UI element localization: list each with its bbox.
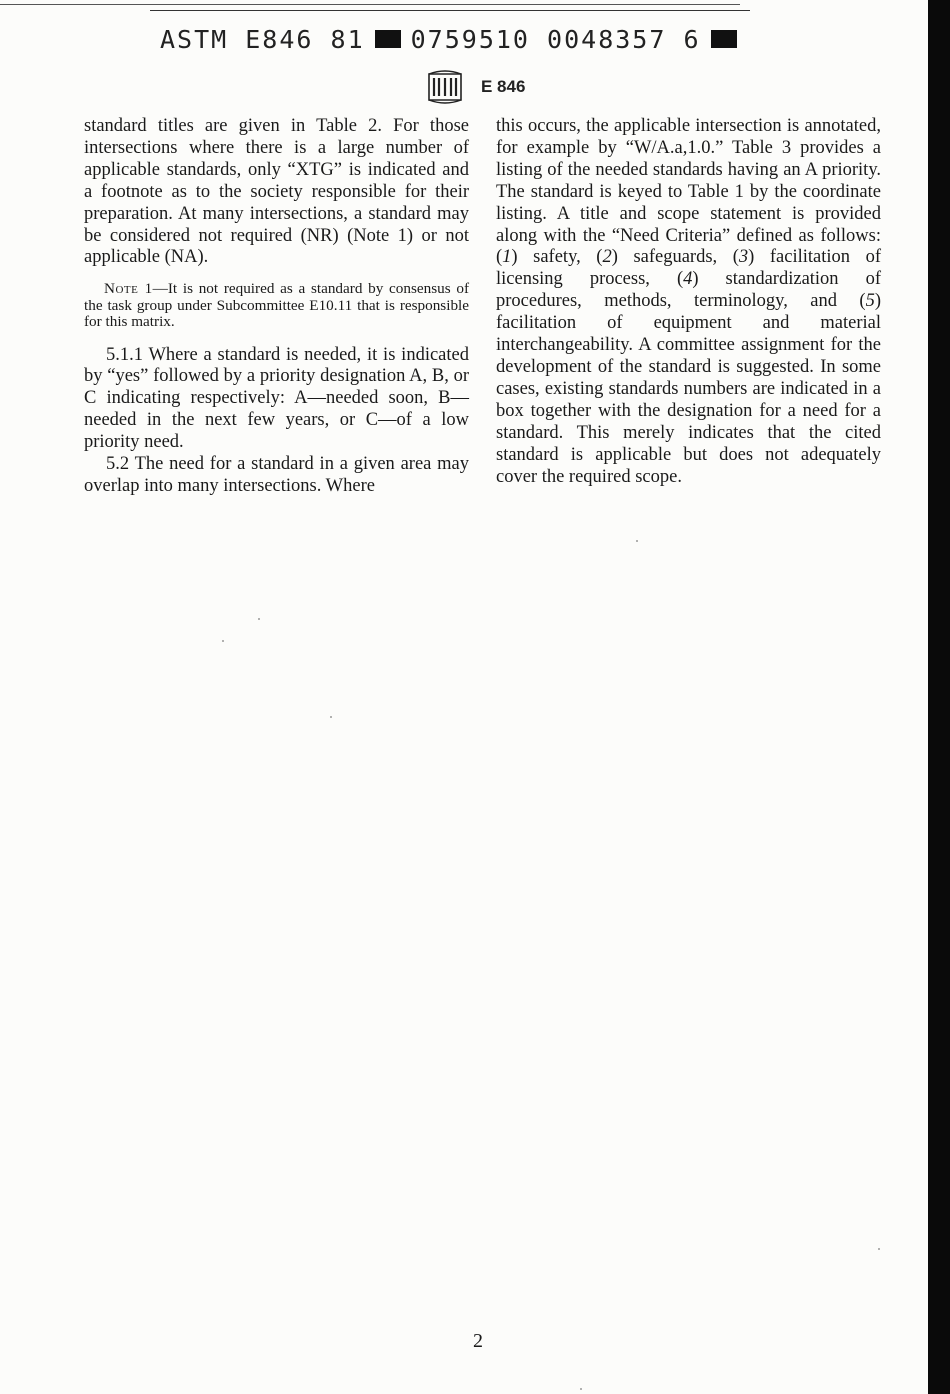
scan-edge-bar [928,0,950,1394]
header-block-mark [375,30,401,48]
note-text: —It is not required as a standard by consensus of the task group under Subcommittee E10.11 that is responsible for this matrix. [84,280,469,331]
scan-speck [330,716,332,718]
header-designation-b: 0759510 0048357 6 [410,24,701,54]
right-column [496,116,881,488]
page-number: 2 [473,1330,483,1352]
right-paragraph-1 [496,116,881,488]
criterion-4: 4 [683,269,693,290]
header-block-mark-end [711,30,737,48]
header-designation-a: ASTM E846 81 [160,24,365,54]
right-text-a: this occurs, the applicable intersection is annotated, for example by “W/A.a,1.0.” Table 3 provides a listing of the needed standards having an A priority. The standard is keyed to Table 1 by the coordinate listing. A title and scope statement is provided along with the “Need Criteria” defined as follows: ( [496,116,881,268]
scan-speck [222,640,224,642]
right-text-b: ) facilitation of equipment and material interchangeability. A committee assignment for the development of the standard is suggested. In some cases, existing standards numbers are indicated in a box together with the designation for a need for a standard. This merely indicates that the cited standard is applicable but does not adequately cover the required scope. [496,291,881,487]
right-text-t4: ) standardization of procedures, methods, terminology, and ( [496,269,881,312]
scan-speck [636,540,638,542]
astm-logo-icon [425,70,465,104]
right-text-t2: ) safeguards, ( [611,247,739,268]
header-rule [150,10,750,11]
left-column [84,116,469,498]
right-text-t1: ) safety, ( [511,247,603,268]
note-label: Note 1 [104,280,153,298]
left-paragraph-1: standard titles are given in Table 2. For those intersections where there is a large number of applicable standards, only “XTG” is indicated and a footnote as to the society responsible for their preparation. At many intersections, a standard may be considered not required (NR) (Note 1) or not applicable (NA). [84,116,469,268]
document-header-code [160,22,740,56]
criterion-3: 3 [738,247,749,268]
criterion-5: 5 [865,291,875,312]
note-1 [84,281,469,330]
standard-designation: E 846 [481,77,526,96]
scan-speck [258,618,260,620]
section-5-1-1: 5.1.1 Where a standard is needed, it is indicated by “yes” followed by a priority designation A, B, or C indicating respectively: A—needed soon, B—needed in the next few years, or C—of a low priority need. [84,344,469,453]
section-5-2: 5.2 The need for a standard in a given area may overlap into many intersections. Where [84,454,469,496]
scan-speck [580,1388,582,1390]
scan-speck [878,1248,880,1250]
top-scan-line [0,4,740,5]
criterion-2: 2 [602,247,612,268]
designation-row [425,70,525,104]
right-text-t3: ) facilitation of licensing process, ( [496,247,881,290]
criterion-1: 1 [502,247,512,268]
